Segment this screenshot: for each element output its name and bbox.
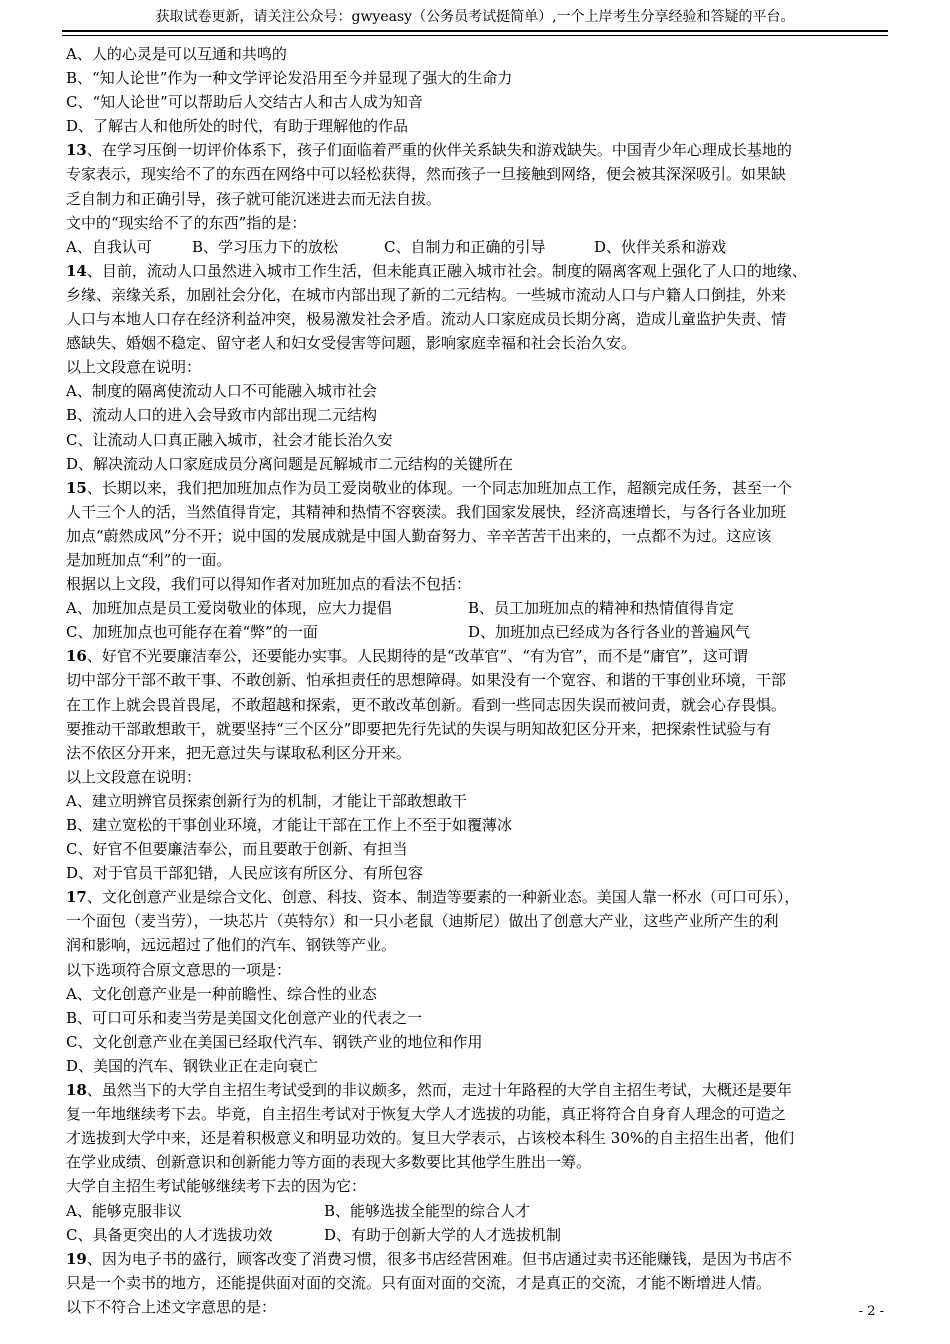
option-b: B、可口可乐和麦当劳是美国文化创意产业的代表之一	[66, 1008, 423, 1027]
question-text: 、好官不光要廉洁奉公，还要能办实事。人民期待的是“改革官”、“有为官”，而不是“庸官”，这可谓	[86, 647, 748, 666]
question-prompt: 以下选项符合原文意思的一项是：	[66, 960, 292, 979]
question-text-line: 只是一个卖书的地方，还能提供面对面的交流。只有面对面的交流，才是真正的交流，才能不断增进人情。	[66, 1273, 772, 1292]
question-prompt: 文中的“现实给不了的东西”指的是：	[66, 213, 307, 232]
question-text-line: 法不依区分开来，把无意过失与谋取私利区分开来。	[66, 743, 412, 762]
question-text-line: 乡缘、亲缘关系，加剧社会分化，在城市内部出现了新的二元结构。一些城市流动人口与户籍人口倒挂，外来	[66, 285, 787, 304]
header-rule-thin	[62, 35, 888, 36]
question-number: 14	[66, 261, 87, 280]
option-c: C、自制力和正确的引导	[384, 237, 546, 256]
question-text: 、目前，流动人口虽然进入城市工作生活，但未能真正融入城市社会。制度的隔离客观上强化了人口的地缘、	[86, 261, 807, 280]
question-prompt: 大学自主招生考试能够继续考下去的因为它：	[66, 1177, 367, 1196]
question-number: 16	[66, 647, 87, 666]
option-d: D、美国的汽车、钢铁业正在走向衰亡	[66, 1056, 319, 1075]
question-text-line: 在学业成绩、创新意识和创新能力等方面的表现大多数要比其他学生胜出一筹。	[66, 1153, 592, 1172]
question-text-line: 才选拔到大学中来，还是着积极意义和明显功效的。复旦大学表示，占该校本科生 30%的自主招生出者，他们	[66, 1129, 795, 1148]
question-text-line: 加点“蔚然成风”分不开；说中国的发展成就是中国人勤奋努力、辛辛苦苦干出来的，一点都不为过。这应该	[66, 526, 772, 545]
question-text-line: 切中部分干部不敢干事、不敢创新、怕承担责任的思想障碍。如果没有一个宽容、和谐的干事创业环境，干部	[66, 671, 787, 690]
option-a: A、自我认可	[66, 237, 152, 256]
options-row	[66, 596, 886, 620]
question-text-line: 复一年地继续考下去。毕竟，自主招生考试对于恢复大学人才选拔的功能，真正将符合自身育人理念的可造之	[66, 1105, 787, 1124]
question-text-line: 乏自制力和正确引导，孩子就可能沉迷进去而无法自拔。	[66, 189, 442, 208]
option-d: D、解决流动人口家庭成员分离问题是瓦解城市二元结构的关键所在	[66, 454, 514, 473]
option-c: C、“知人论世”可以帮助后人交结古人和古人成为知音	[66, 93, 423, 112]
page-header: 获取试卷更新，请关注公众号：gwyeasy（公务员考试挺简单）,一个上岸考生分享经验和答疑的平台。	[155, 9, 795, 25]
question-text-line: 在工作上就会畏首畏尾，不敢超越和探索，更不敢改革创新。看到一些同志因失误而被问责，就会心存畏惧。	[66, 695, 787, 714]
option-a: A、建立明辨官员探索创新行为的机制，才能让干部敢想敢干	[66, 791, 467, 810]
page-body	[66, 42, 886, 1319]
option-d: D、伙伴关系和游戏	[594, 237, 727, 256]
question-18	[66, 1078, 886, 1102]
option-b: B、“知人论世”作为一种文学评论发沿用至今并显现了强大的生命力	[66, 69, 513, 88]
question-text: 、因为电子书的盛行，顾客改变了消费习惯，很多书店经营困难。但书店通过卖书还能赚钱，是因为书店不	[86, 1249, 792, 1268]
question-19	[66, 1247, 886, 1271]
question-text-line: 润和影响，远远超过了他们的汽车、钢铁等产业。	[66, 936, 397, 955]
question-text-line: 人干三个人的活，当然值得肯定，其精神和热情不容亵渎。我们国家发展快，经济高速增长，与各行各业加班	[66, 502, 787, 521]
option-d: D、了解古人和他所处的时代，有助于理解他的作品	[66, 117, 409, 136]
option-c: C、让流动人口真正融入城市，社会才能长治久安	[66, 430, 393, 449]
option-b: B、员工加班加点的精神和热情值得肯定	[468, 599, 735, 618]
question-text-line: 一个面包（麦当劳），一块芯片（英特尔）和一只小老鼠（迪斯尼）做出了创意大产业，这些产业所产生的利	[66, 912, 779, 931]
option-c: C、好官不但要廉洁奉公，而且要敢于创新、有担当	[66, 840, 408, 859]
question-14	[66, 259, 886, 283]
question-text-line: 是加班加点“利”的一面。	[66, 550, 232, 569]
option-d: D、对于官员干部犯错，人民应该有所区分、有所包容	[66, 864, 424, 883]
option-b: B、流动人口的进入会导致市内部出现二元结构	[66, 406, 378, 425]
header-rule-thick	[62, 30, 888, 32]
question-text-line: 专家表示，现实给不了的东西在网络中可以轻松获得，然而孩子一旦接触到网络，便会被其深深吸引。如果缺	[66, 165, 787, 184]
option-a: A、文化创意产业是一种前瞻性、综合性的业态	[66, 984, 377, 1003]
question-text: 、长期以来，我们把加班加点作为员工爱岗敬业的体现。一个同志加班加点工作，超额完成任务，甚至一个	[86, 478, 792, 497]
option-a: A、加班加点是员工爱岗敬业的体现，应大力提倡	[66, 599, 392, 618]
options-row	[66, 620, 886, 644]
options-row	[66, 1223, 886, 1247]
question-text-line: 要推动干部敢想敢干，就要坚持“三个区分”即要把先行先试的失误与明知故犯区分开来，把探索性试验与有	[66, 719, 772, 738]
question-text: 、虽然当下的大学自主招生考试受到的非议颇多，然而，走过十年路程的大学自主招生考试，大概还是要年	[86, 1081, 792, 1100]
option-a: A、人的心灵是可以互通和共鸣的	[66, 45, 287, 63]
question-prompt: 以上文段意在说明：	[66, 358, 202, 377]
question-number: 17	[66, 888, 87, 907]
option-c: C、加班加点也可能存在着“弊”的一面	[66, 623, 318, 642]
question-13	[66, 138, 886, 162]
question-text: 、文化创意产业是综合文化、创意、科技、资本、制造等要素的一种新业态。美国人靠一杯水（可口可乐），	[86, 888, 800, 907]
option-c: C、文化创意产业在美国已经取代汽车、钢铁产业的地位和作用	[66, 1032, 483, 1051]
option-a: A、制度的隔离使流动人口不可能融入城市社会	[66, 382, 377, 401]
question-number: 13	[66, 141, 87, 160]
question-number: 19	[66, 1249, 87, 1268]
question-17	[66, 885, 886, 909]
options-row	[66, 235, 886, 259]
option-a: A、能够克服非议	[66, 1201, 182, 1220]
option-b: B、学习压力下的放松	[192, 237, 339, 256]
option-d: D、加班加点已经成为各行各业的普遍风气	[468, 623, 751, 642]
option-b: B、能够选拔全能型的综合人才	[324, 1201, 531, 1220]
question-number: 18	[66, 1081, 87, 1100]
question-prompt: 以下不符合上述文字意思的是：	[66, 1297, 277, 1316]
question-prompt: 根据以上文段，我们可以得知作者对加班加点的看法不包括：	[66, 575, 472, 594]
question-text-line: 人口与本地人口存在经济利益冲突，极易激发社会矛盾。流动人口家庭成员长期分离，造成儿童监护失责、情	[66, 310, 787, 329]
question-16	[66, 644, 886, 668]
question-15	[66, 476, 886, 500]
option-d: D、有助于创新大学的人才选拔机制	[324, 1225, 562, 1244]
option-c: C、具备更突出的人才选拔功效	[66, 1225, 273, 1244]
option-b: B、建立宽松的干事创业环境，才能让干部在工作上不至于如覆薄冰	[66, 816, 513, 834]
question-text: 、在学习压倒一切评价体系下，孩子们面临着严重的伙伴关系缺失和游戏缺失。中国青少年心理成长基地的	[86, 141, 792, 160]
question-text-line: 感缺失、婚姻不稳定、留守老人和妇女受侵害等问题，影响家庭幸福和社会长治久安。	[66, 334, 637, 353]
options-row	[66, 1199, 886, 1223]
question-prompt: 以上文段意在说明：	[66, 767, 202, 786]
question-number: 15	[66, 478, 87, 497]
page-number: - 2 -	[858, 1304, 884, 1319]
